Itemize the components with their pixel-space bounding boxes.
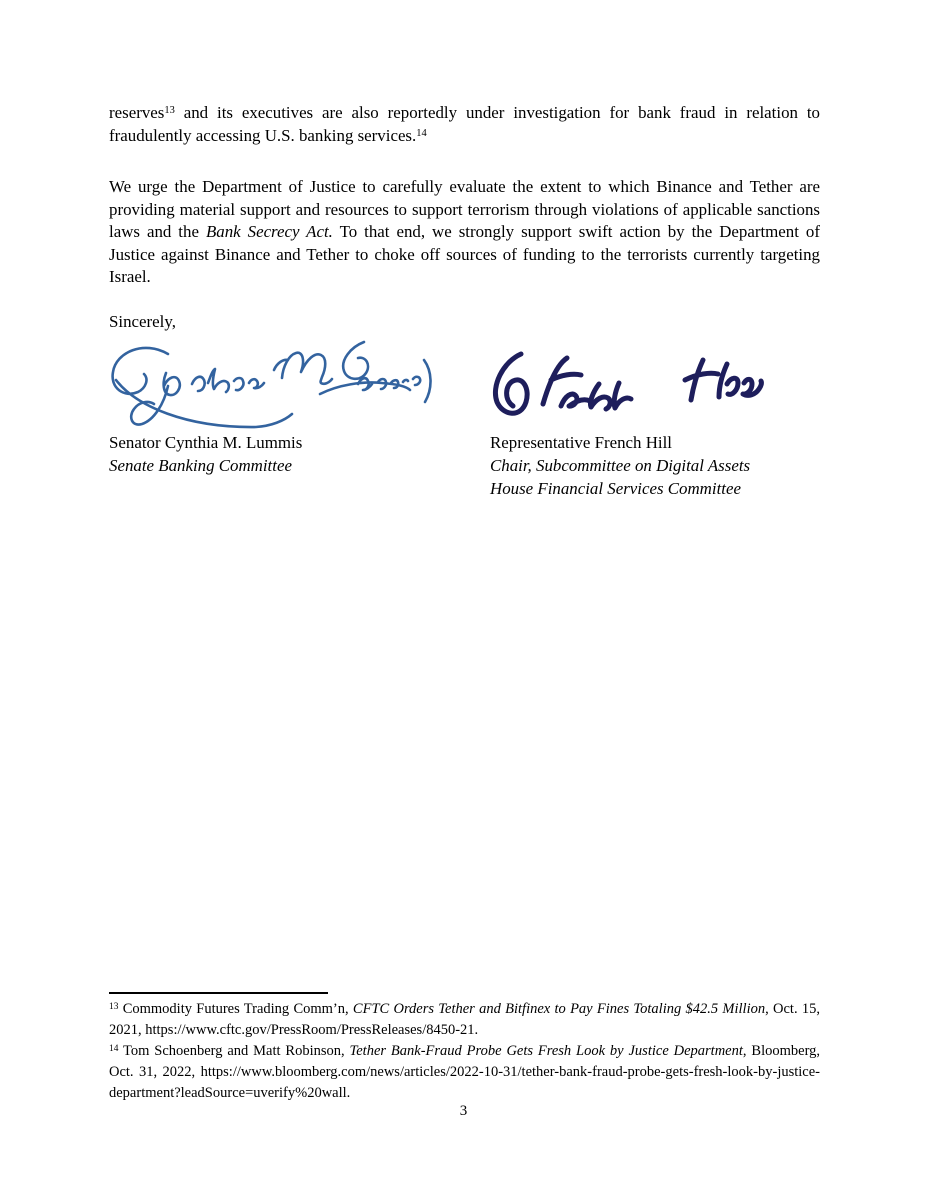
paragraph-urge-doj [109, 176, 820, 289]
paragraph-investigation [109, 102, 820, 147]
text-run: To that end, we strongly support swift action by the Department of Justice against Binance and Tether to choke off sources of funding to the terrorists currently targeting Israel. [109, 222, 820, 287]
french-hill-signature [487, 348, 787, 426]
signer-name: Representative French Hill [490, 433, 672, 452]
text-run: reserves [109, 103, 165, 122]
footnote-separator-rule [109, 992, 328, 994]
footnotes-section [109, 999, 820, 1104]
page-number: 3 [459, 1103, 468, 1119]
signer-name: Senator Cynthia M. Lummis [109, 433, 303, 452]
text-run: We urge the Department of Justice to carefully evaluate the extent to which Binance and Tether are providing material support and resources to support terrorism through violations of applicable sanctions laws and the [109, 177, 820, 242]
text-run: , Bloomberg, Oct. 31, 2022, https://www.bloomberg.com/news/articles/2022-10-31/tether-bank-fraud-probe-gets-fresh-look-by-justice-department?leadSource=uverify%20wall. [109, 1042, 821, 1101]
lummis-ink [113, 342, 431, 427]
signer-title: House Financial Services Committee [490, 479, 741, 498]
footnote-ref-14: 14 [416, 127, 427, 139]
closing-sincerely: Sincerely, [109, 312, 176, 331]
footnote-13 [109, 999, 820, 1041]
footnote-case-title: CFTC Orders Tether and Bitfinex to Pay Fines Totaling $42.5 Million [352, 1001, 766, 1017]
text-run: and its executives are also reportedly under investigation for bank fraud in relation to fraudulently accessing U.S. banking services. [109, 103, 820, 145]
signer-title: Senate Banking Committee [109, 456, 292, 475]
footnote-marker: 13 [109, 1002, 119, 1013]
footnote-marker: 14 [109, 1044, 119, 1055]
text-run: , Oct. 15, 2021, https://www.cftc.gov/PressRoom/PressReleases/8450-21. [109, 1001, 820, 1038]
signer-block-hill [490, 431, 830, 500]
footnote-article-title: Tether Bank-Fraud Probe Gets Fresh Look by Justice Department [349, 1042, 743, 1059]
footnote-14 [109, 1041, 820, 1104]
hill-ink [495, 354, 761, 413]
italic-bank-secrecy-act: Bank Secrecy Act. [205, 222, 333, 242]
cynthia-lummis-signature [106, 334, 436, 434]
signer-block-lummis [109, 431, 459, 477]
text-run: Commodity Futures Trading Comm’n, [118, 1001, 353, 1017]
footnote-ref-13: 13 [164, 105, 175, 117]
text-run: Tom Schoenberg and Matt Robinson, [118, 1042, 350, 1059]
signer-title: Chair, Subcommittee on Digital Assets [490, 456, 751, 475]
